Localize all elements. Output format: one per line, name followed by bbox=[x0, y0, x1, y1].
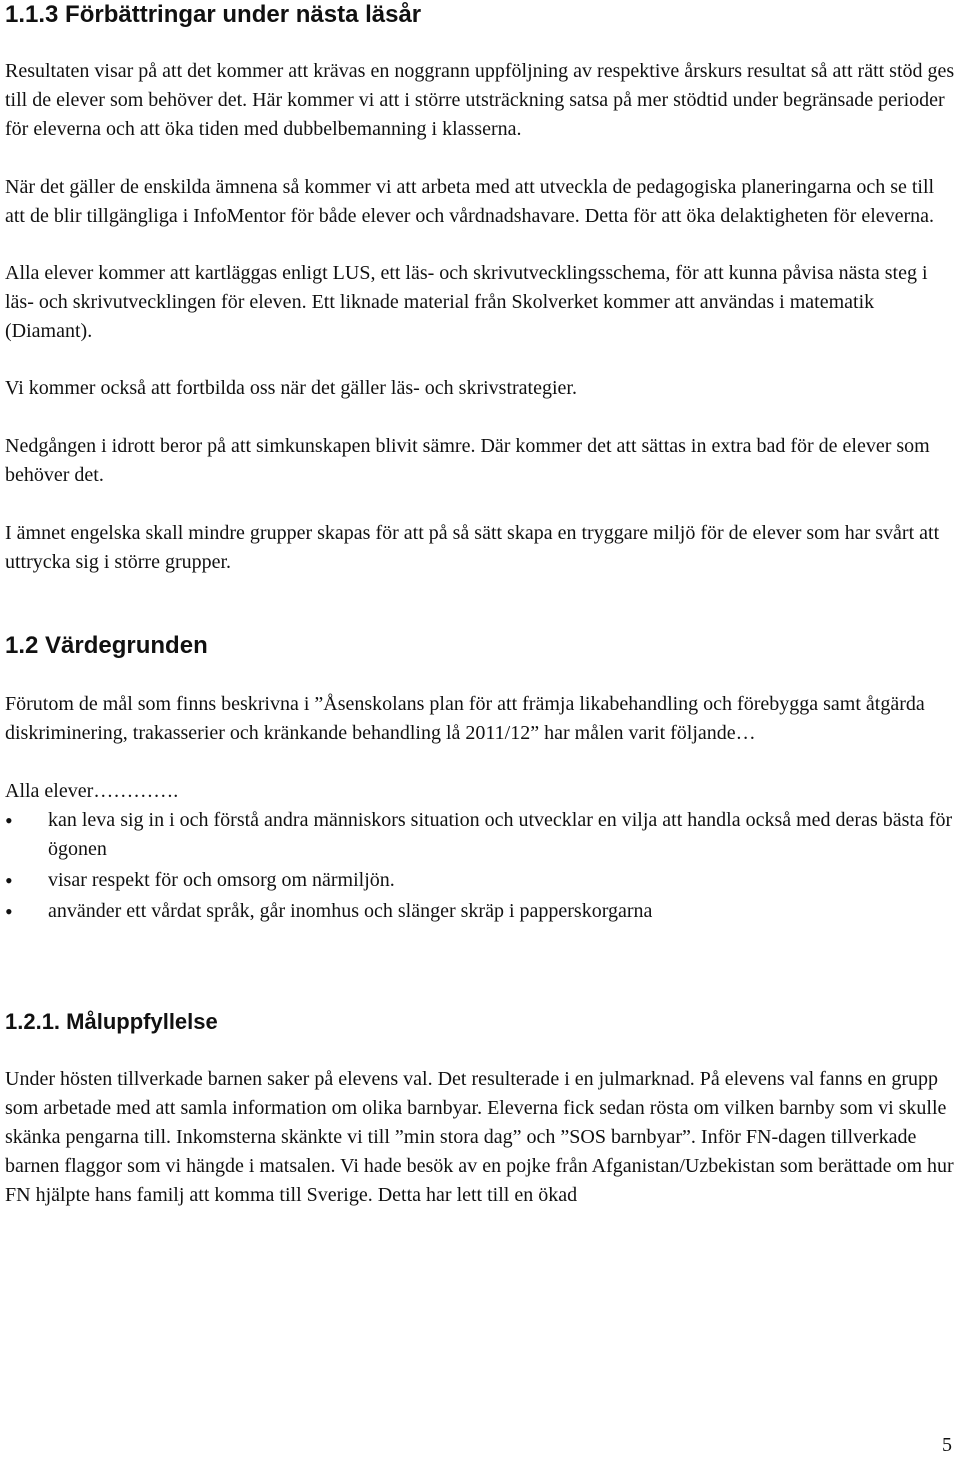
section-heading-1-2-1: 1.2.1. Måluppfyllelse bbox=[5, 1009, 218, 1034]
paragraph-english: I ämnet engelska skall mindre grupper skapas för att på så sätt skapa en tryggare miljö för de elever som har svårt att uttrycka sig i större grupper. bbox=[5, 522, 940, 573]
paragraph-results: Resultaten visar på att det kommer att krävas en noggrann uppföljning av respektive årskurs resultat så att rätt stöd ges till de elever som behöver det. Här kommer vi att i större utsträckning satsa på mer stödtid under begränsade perioder för eleverna och att öka tiden med dubbelbemanning i klasserna. bbox=[5, 60, 955, 140]
paragraph-goal-fulfilment: Under hösten tillverkade barnen saker på elevens val. Det resulterade i en julmarknad. På elevens val fanns en grupp som arbetade med att samla information om olika barnbyar. Eleverna fick sedan rösta om vilken barnby som vi skulle skänka pengarna till. Inkomsterna skänkte vi till ”min stora dag” och ”SOS barnbyar”. Inför FN-dagen tillverkade barnen flaggor som vi hängde i matsalen. Vi hade besök av en pojke från Afganistan/Uzbekistan som berättade om hur FN hjälpte hans familj att komma till Sverige. Detta har lett till en ökad bbox=[5, 1068, 954, 1206]
page-number: 5 bbox=[942, 1434, 952, 1456]
section-heading-1-2: 1.2 Värdegrunden bbox=[5, 632, 208, 659]
paragraph-values-intro: Förutom de mål som finns beskrivna i ”Åsenskolans plan för att främja likabehandling och förebygga samt åtgärda diskriminering, trakasserier och kränkande behandling lå 2011/12” har målen varit följande… bbox=[5, 693, 925, 744]
document-page bbox=[5, 0, 955, 1210]
section-heading-1-1-3: 1.1.3 Förbättringar under nästa läsår bbox=[5, 1, 422, 28]
paragraph-training: Vi kommer också att fortbilda oss när det gäller läs- och skrivstrategier. bbox=[5, 377, 577, 399]
paragraph-lus: Alla elever kommer att kartläggas enligt LUS, ett läs- och skrivutvecklingsschema, för att kunna påvisa nästa steg i läs- och skrivutvecklingen för eleven. Ett liknade material från Skolverket kommer att användas i matematik (Diamant). bbox=[5, 262, 928, 342]
list-item: • använder ett vårdat språk, går inomhus och slänger skräp i papperskorgarna bbox=[5, 897, 955, 926]
list-item: • kan leva sig in i och förstå andra människors situation och utvecklar en vilja att handla också med deras bästa för ögonen bbox=[5, 806, 955, 864]
list-lead: Alla elever…………. bbox=[5, 780, 179, 802]
paragraph-subjects: När det gäller de enskilda ämnena så kommer vi att arbeta med att utveckla de pedagogiska planeringarna och se till att de blir tillgängliga i InfoMentor för både elever och vårdnadshavare. Detta för att öka delaktigheten för eleverna. bbox=[5, 176, 935, 227]
paragraph-sports: Nedgången i idrott beror på att simkunskapen blivit sämre. Där kommer det att sättas in extra bad för de elever som behöver det. bbox=[5, 435, 930, 486]
list-item: • visar respekt för och omsorg om närmiljön. bbox=[5, 866, 955, 895]
goals-list bbox=[5, 806, 955, 926]
